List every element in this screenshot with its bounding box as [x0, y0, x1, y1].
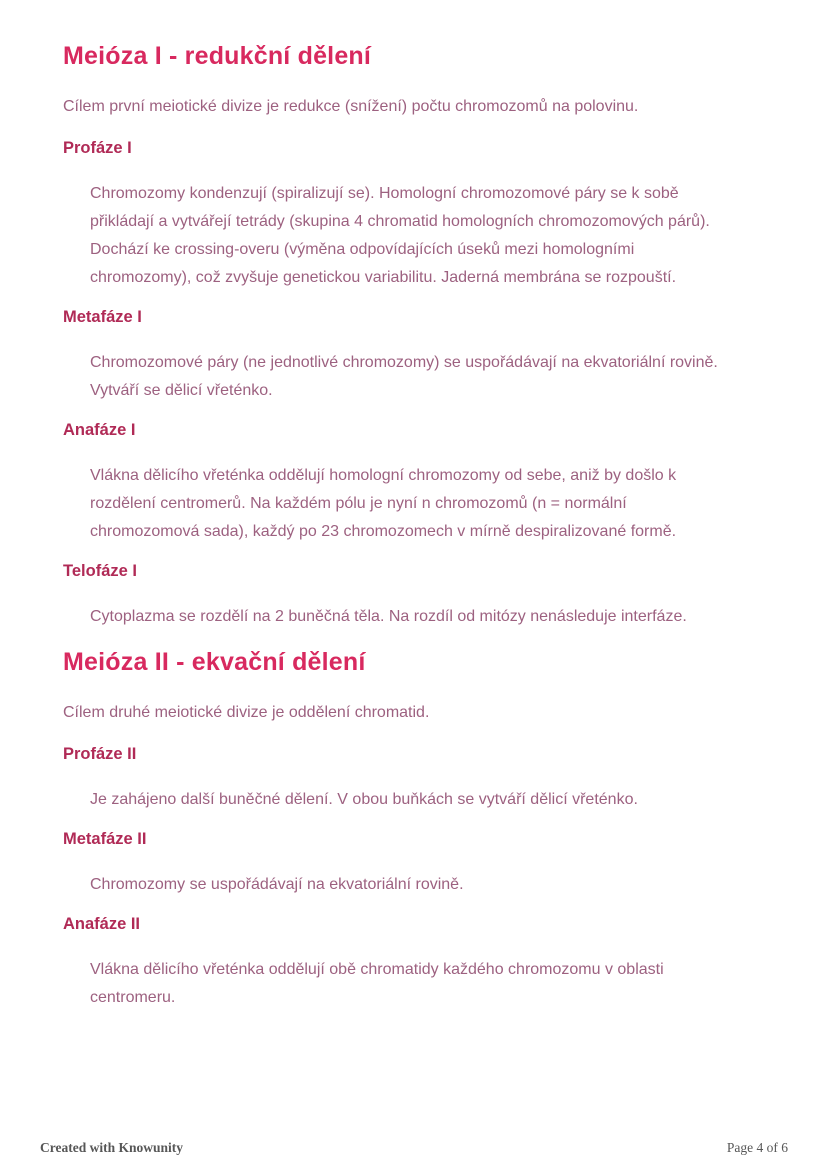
paragraph-line: Vlákna dělicího vřeténka oddělují homologní chromozomy od sebe, aniž by došlo k — [90, 467, 677, 484]
paragraph-anafaze-1 — [63, 462, 788, 546]
heading-anafaze-2: Anafáze II — [63, 915, 141, 933]
heading-metafaze-2: Metafáze II — [63, 830, 147, 848]
paragraph-profaze-2 — [63, 786, 788, 814]
heading-profaze-1: Profáze I — [63, 139, 132, 157]
footer-page-number: Page 4 of 6 — [726, 1140, 788, 1155]
footer-branding: Created with Knowunity — [40, 1140, 184, 1155]
heading-telofaze-1: Telofáze I — [63, 562, 137, 580]
lead-paragraph-meioza-2: Cílem druhé meiotické divize je oddělení chromatid. — [63, 704, 430, 721]
paragraph-line: rozdělení centromerů. Na každém pólu je nyní n chromozomů (n = normální — [90, 495, 627, 512]
section-title-meioza-1: Meióza I - redukční dělení — [63, 42, 372, 70]
paragraph-anafaze-2 — [63, 956, 788, 1012]
paragraph-line: Je zahájeno další buněčné dělení. V obou buňkách se vytváří dělicí vřeténko. — [90, 791, 638, 808]
paragraph-line: Cytoplazma se rozdělí na 2 buněčná těla. Na rozdíl od mitózy nenásleduje interfáze. — [90, 608, 687, 625]
paragraph-metafaze-2 — [63, 871, 788, 899]
paragraph-line: centromeru. — [90, 989, 176, 1006]
paragraph-profaze-1 — [63, 180, 788, 292]
paragraph-line: přikládají a vytvářejí tetrády (skupina 4 chromatid homologních chromozomových párů). — [90, 213, 710, 230]
paragraph-line: Chromozomové páry (ne jednotlivé chromozomy) se uspořádávají na ekvatoriální rovině. — [90, 354, 718, 371]
paragraph-line: Dochází ke crossing-overu (výměna odpovídajících úseků mezi homologními — [90, 241, 635, 258]
document-content — [63, 40, 788, 1027]
paragraph-line: chromozomy), což zvyšuje genetickou variabilitu. Jaderná membrána se rozpouští. — [90, 269, 677, 286]
page-footer — [40, 1140, 788, 1156]
paragraph-line: chromozomová sada), každý po 23 chromozomech v mírně despiralizované formě. — [90, 523, 677, 540]
paragraph-metafaze-1 — [63, 349, 788, 405]
lead-paragraph-meioza-1: Cílem první meiotické divize je redukce (snížení) počtu chromozomů na polovinu. — [63, 98, 639, 115]
paragraph-line: Chromozomy kondenzují (spiralizují se). Homologní chromozomové páry se k sobě — [90, 185, 679, 202]
heading-metafaze-1: Metafáze I — [63, 308, 142, 326]
section-title-meioza-2: Meióza II - ekvační dělení — [63, 648, 366, 676]
paragraph-line: Vlákna dělicího vřeténka oddělují obě chromatidy každého chromozomu v oblasti — [90, 961, 664, 978]
paragraph-telofaze-1 — [63, 603, 788, 631]
heading-profaze-2: Profáze II — [63, 745, 137, 763]
paragraph-line: Vytváří se dělicí vřeténko. — [90, 382, 273, 399]
paragraph-line: Chromozomy se uspořádávají na ekvatoriální rovině. — [90, 876, 464, 893]
heading-anafaze-1: Anafáze I — [63, 421, 136, 439]
